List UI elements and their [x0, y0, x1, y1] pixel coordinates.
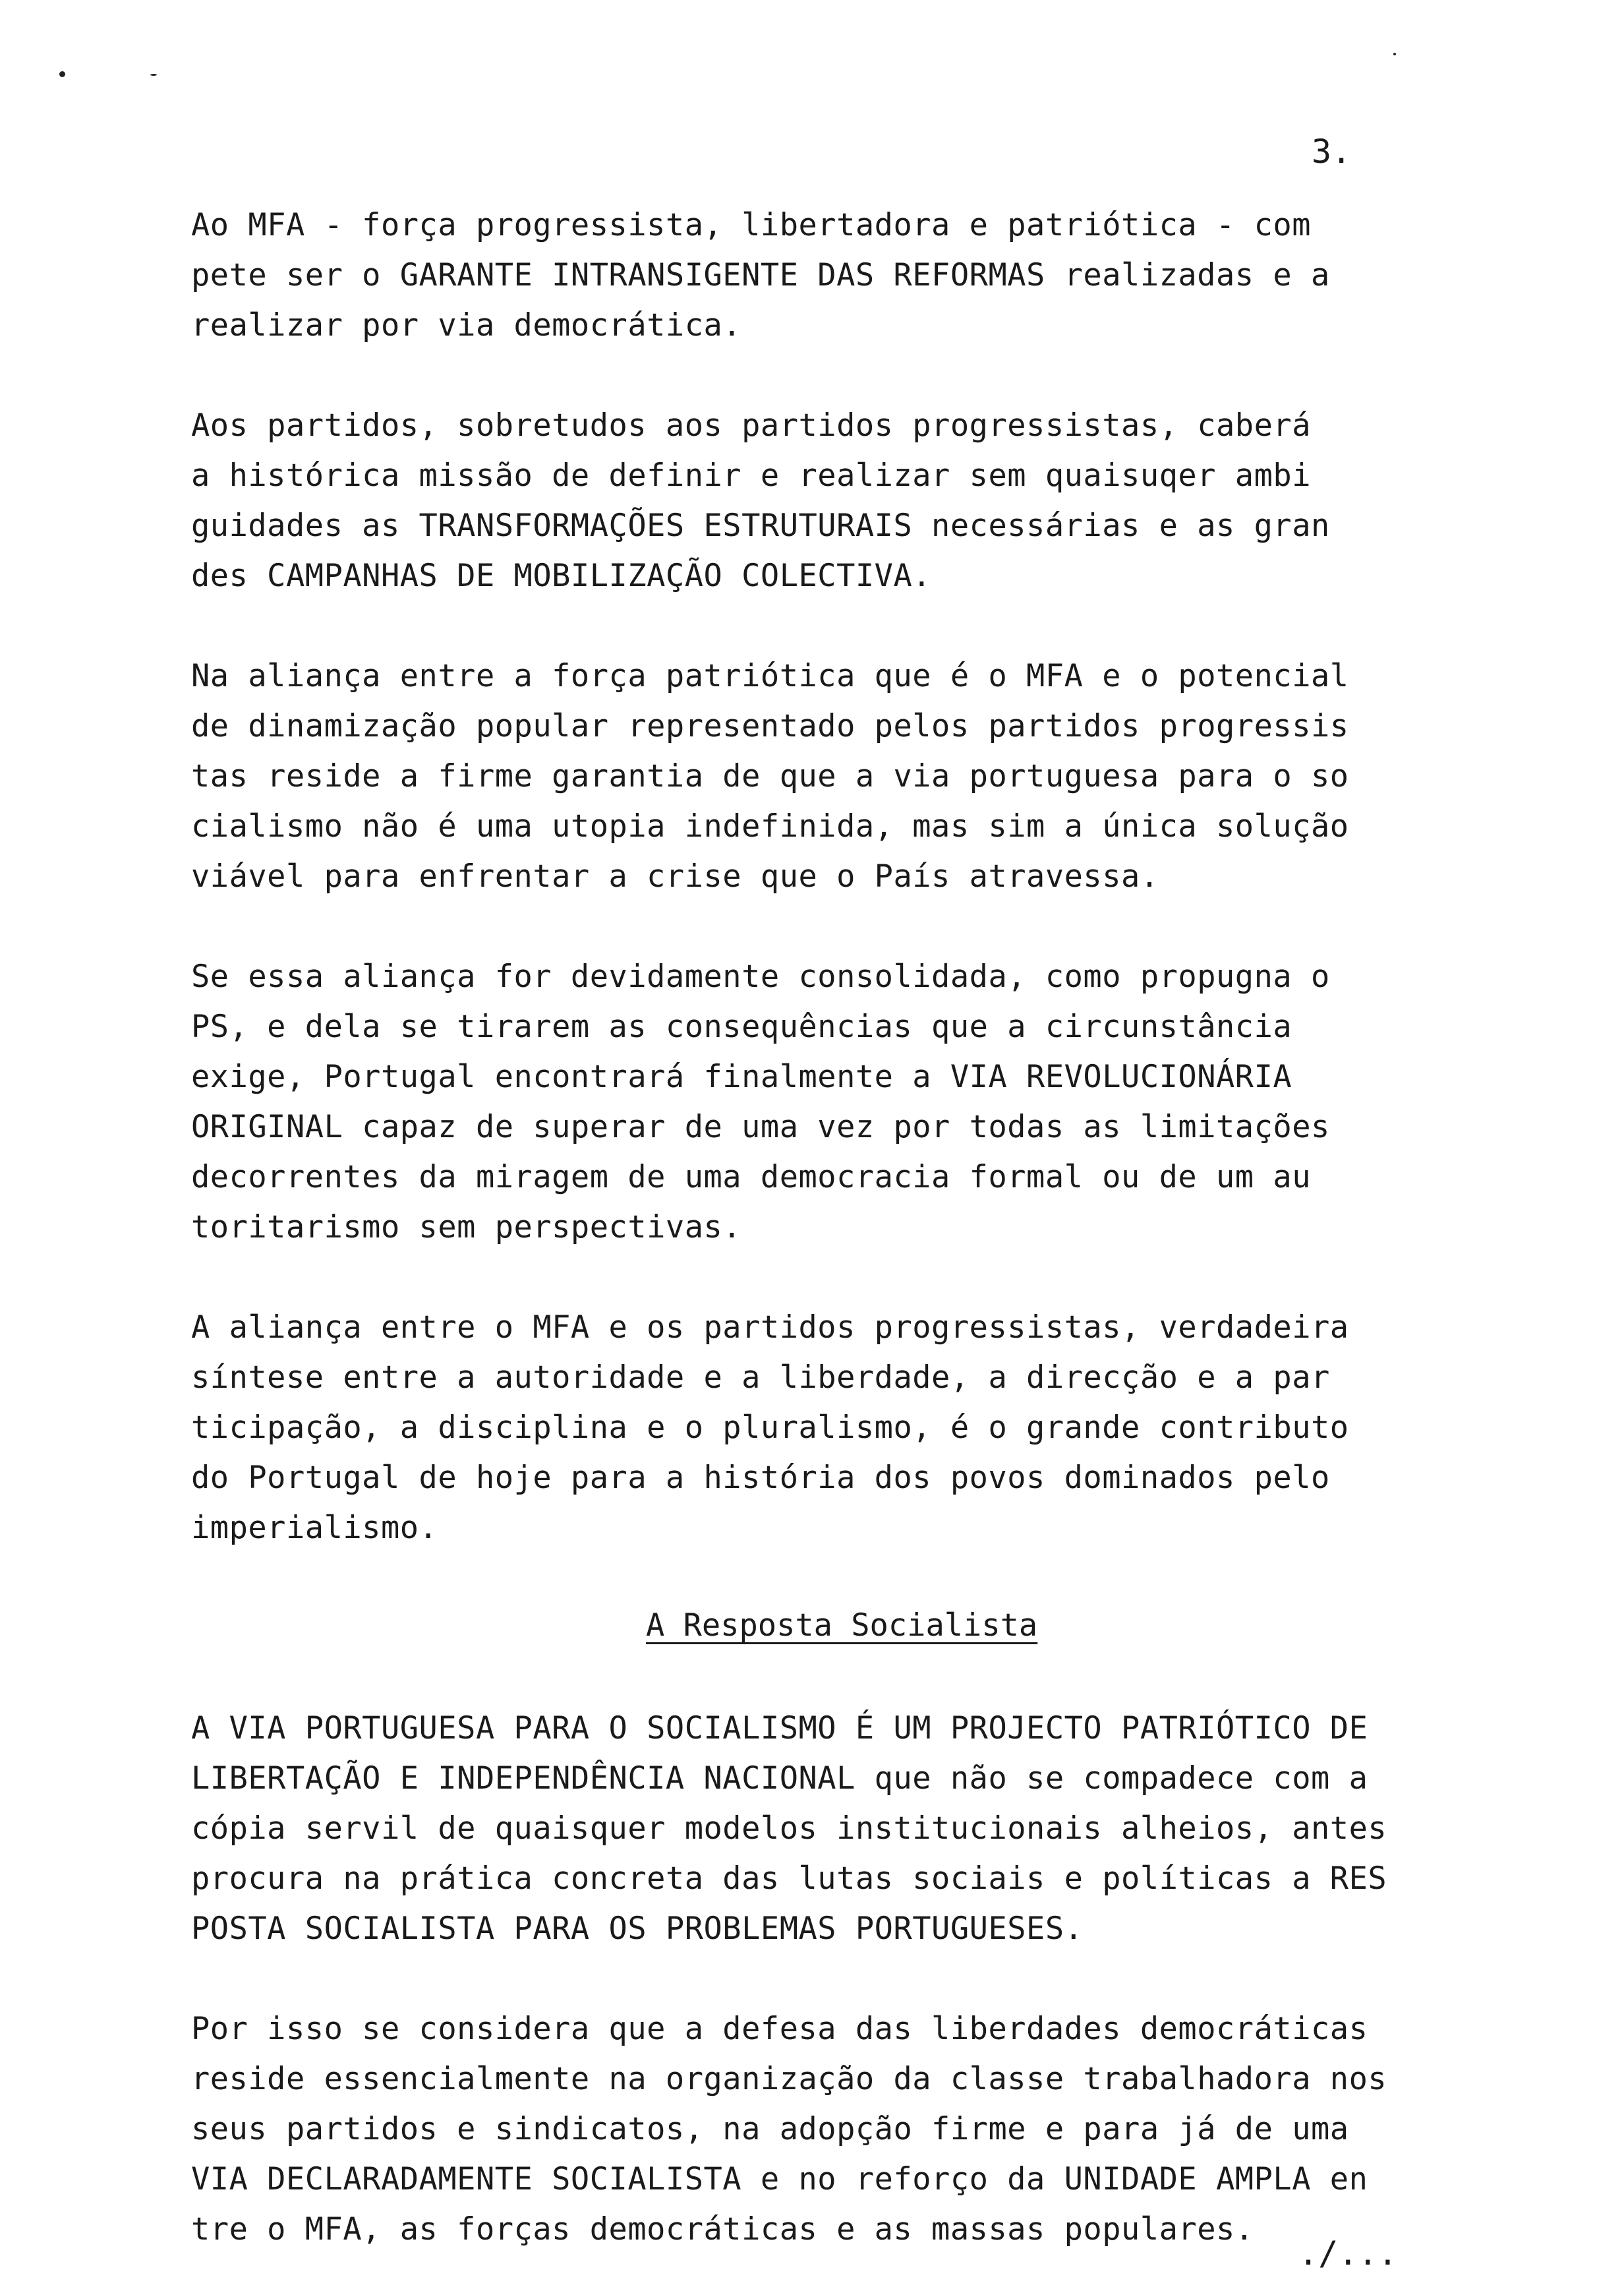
- text-line: pete ser o GARANTE INTRANSIGENTE DAS REFORMAS realizadas e a: [191, 257, 1330, 293]
- text-line: do Portugal de hoje para a história dos povos dominados pelo: [191, 1460, 1330, 1496]
- paragraph-consolidada: [191, 952, 1483, 1253]
- paragraph-liberdades: [191, 2004, 1483, 2255]
- text-line: exige, Portugal encontrará finalmente a VIA REVOLUCIONÁRIA: [191, 1059, 1292, 1095]
- text-line: LIBERTAÇÃO E INDEPENDÊNCIA NACIONAL que não se compadece com a: [191, 1760, 1368, 1797]
- text-line: realizar por via democrática.: [191, 307, 742, 343]
- scan-speck: [150, 74, 157, 76]
- text-line: ticipação, a disciplina e o pluralismo, é o grande contributo: [191, 1410, 1349, 1446]
- text-line: des CAMPANHAS DE MOBILIZAÇÃO COLECTIVA.: [191, 558, 932, 594]
- text-line: reside essencialmente na organização da classe trabalhadora nos: [191, 2061, 1387, 2097]
- text-line: de dinamização popular representado pelos partidos progressis: [191, 708, 1349, 744]
- text-line: Se essa aliança for devidamente consolidada, como propugna o: [191, 959, 1330, 995]
- paragraph-partidos: [191, 401, 1483, 601]
- text-line: seus partidos e sindicatos, na adopção firme e para já de uma: [191, 2111, 1349, 2147]
- text-line: guidades as TRANSFORMAÇÕES ESTRUTURAIS necessárias e as gran: [191, 508, 1330, 544]
- text-line: tas reside a firme garantia de que a via portuguesa para o so: [191, 758, 1349, 794]
- scan-speck: [1393, 53, 1396, 55]
- text-line: decorrentes da miragem de uma democracia formal ou de um au: [191, 1159, 1311, 1195]
- paragraph-sintese: [191, 1303, 1483, 1553]
- paragraph-mfa: [191, 200, 1483, 351]
- text-line: procura na prática concreta das lutas sociais e políticas a RES: [191, 1860, 1387, 1897]
- text-line: cópia servil de quaisquer modelos institucionais alheios, antes: [191, 1810, 1387, 1847]
- text-line: síntese entre a autoridade e a liberdade, a direcção e a par: [191, 1359, 1330, 1396]
- paragraph-via-portuguesa: [191, 1704, 1483, 1954]
- section-heading: A Resposta Socialista: [646, 1607, 1038, 1644]
- text-line: cialismo não é uma utopia indefinida, mas sim a única solução: [191, 808, 1349, 845]
- continuation-mark: ./...: [1298, 2234, 1398, 2273]
- text-line: ORIGINAL capaz de superar de uma vez por todas as limitações: [191, 1109, 1330, 1145]
- text-line: Ao MFA - força progressista, libertadora e patriótica - com: [191, 207, 1311, 243]
- scan-speck: [59, 71, 65, 77]
- text-line: viável para enfrentar a crise que o País atravessa.: [191, 858, 1159, 895]
- text-line: tre o MFA, as forças democráticas e as massas populares.: [191, 2211, 1254, 2247]
- text-line: imperialismo.: [191, 1510, 438, 1546]
- text-line: PS, e dela se tirarem as consequências que a circunstância: [191, 1009, 1292, 1045]
- paragraph-alianca: [191, 651, 1483, 902]
- page-number: 3.: [1312, 133, 1352, 171]
- text-line: Aos partidos, sobretudos aos partidos progressistas, caberá: [191, 407, 1311, 444]
- text-line: POSTA SOCIALISTA PARA OS PROBLEMAS PORTUGUESES.: [191, 1911, 1084, 1947]
- text-line: Na aliança entre a força patriótica que é o MFA e o potencial: [191, 658, 1349, 694]
- text-line: VIA DECLARADAMENTE SOCIALISTA e no reforço da UNIDADE AMPLA en: [191, 2161, 1368, 2197]
- text-line: a histórica missão de definir e realizar sem quaisuqer ambi: [191, 458, 1311, 494]
- text-line: A VIA PORTUGUESA PARA O SOCIALISMO É UM PROJECTO PATRIÓTICO DE: [191, 1710, 1368, 1746]
- text-line: A aliança entre o MFA e os partidos progressistas, verdadeira: [191, 1309, 1349, 1346]
- text-line: Por isso se considera que a defesa das liberdades democráticas: [191, 2011, 1368, 2047]
- text-line: toritarismo sem perspectivas.: [191, 1209, 742, 1245]
